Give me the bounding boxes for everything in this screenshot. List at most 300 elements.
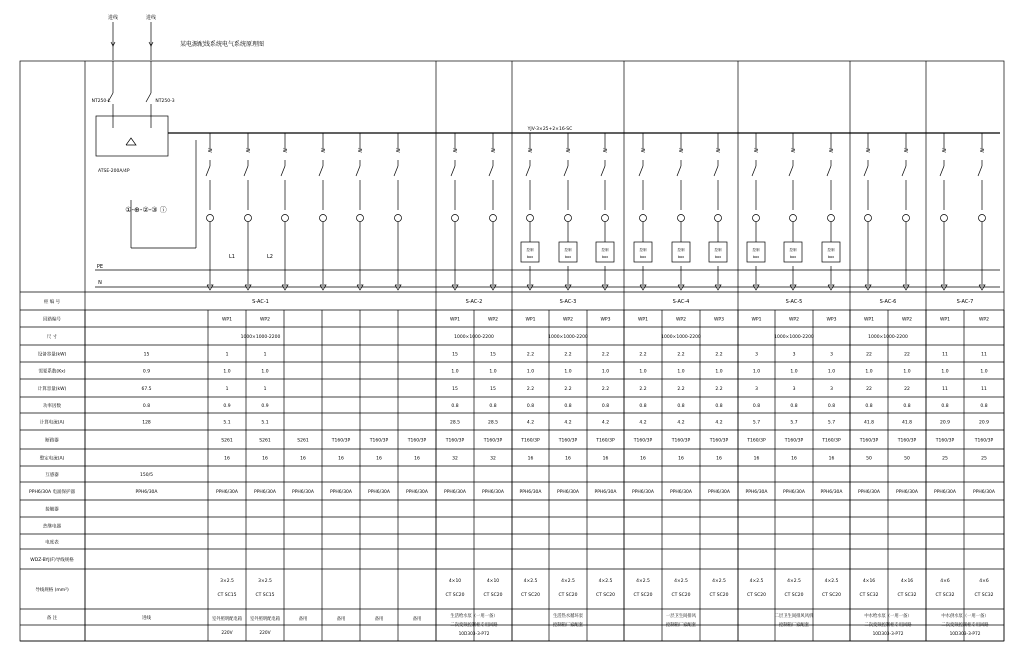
panel-note: 10D303-3-P72 — [872, 632, 904, 637]
circuit-power: 15 — [490, 352, 496, 358]
circuit-current: 41.8 — [901, 420, 913, 426]
circuit-cos: 0.8 — [677, 404, 685, 409]
circuit-breaker: T160/3P — [596, 438, 615, 444]
circuit-setting: 16 — [753, 456, 760, 462]
circuit-cable: 4×16 — [900, 579, 914, 584]
circuit-cable: 3×2.5 — [258, 579, 272, 584]
circuit-breaker: T160/3P — [407, 438, 427, 444]
circuit-rcd: PPH6/30A — [594, 490, 617, 495]
circuit-code: WP1 — [525, 317, 536, 323]
panel-name: S-AC-2 — [465, 299, 483, 305]
panel-name: S-AC-3 — [559, 299, 577, 305]
meter-label: ①-⊕-②-③ ⓘ — [125, 206, 167, 214]
circuit-cos: 0.8 — [601, 404, 610, 409]
ct-symbol — [753, 215, 760, 222]
circuit-cos: 0.8 — [980, 404, 988, 409]
circuit-setting: 50 — [866, 456, 872, 462]
switch-contact — [902, 166, 906, 176]
circuit-cos: 0.8 — [715, 404, 723, 409]
circuit-power: 3 — [755, 352, 758, 358]
circuit-cos: 0.9 — [223, 404, 231, 409]
circuit-current: 5.7 — [790, 420, 798, 426]
circuit-breaker: S261 — [259, 438, 271, 444]
circuit-conduit: CT SC32 — [974, 593, 994, 598]
circuit-rcd: PPH6/30A — [820, 490, 843, 495]
control-box-label: box — [564, 255, 572, 259]
control-box-label: 控制 — [714, 248, 722, 252]
circuit-code: WP3 — [713, 317, 725, 323]
row-label: 计算容量(kW) — [37, 387, 67, 392]
ct-symbol — [640, 215, 647, 222]
outgoing-arrow — [678, 285, 684, 290]
circuit-conduit: CT SC32 — [897, 593, 917, 598]
circuit-breaker: T160/3P — [369, 438, 389, 444]
circuit-rcd: PPH6/30A — [519, 490, 542, 495]
circuit-note: 备用 — [412, 617, 422, 622]
circuit-setting: 25 — [981, 456, 987, 462]
circuit-note: 备用 — [374, 617, 384, 622]
breaker-symbol: ≷ — [828, 147, 834, 154]
circuit-power: 2.2 — [601, 352, 610, 358]
circuit-kx: 1.0 — [903, 369, 911, 375]
panel-note: 控制箱厂家配套 — [665, 623, 697, 628]
breaker-symbol: ≷ — [527, 147, 533, 154]
panel-note: 中水给水泵（一用一备） — [864, 614, 912, 619]
control-box — [559, 242, 577, 262]
source-label: 进线 — [145, 15, 157, 21]
circuit-current: 4.2 — [715, 420, 723, 426]
breaker-symbol: ≷ — [678, 147, 684, 154]
ct-symbol — [357, 215, 364, 222]
circuit-current: 28.5 — [449, 420, 461, 426]
circuit-breaker: S261 — [297, 438, 309, 444]
circuit-note: 室外照明配电箱 — [211, 617, 243, 622]
row-label: 整定电流(A) — [39, 456, 65, 462]
circuit-note: 220V — [221, 631, 233, 636]
control-box-label: box — [601, 255, 609, 259]
circuit-breaker: T160/3P — [445, 438, 465, 444]
circuit-setting: 16 — [678, 456, 684, 462]
circuit-note: 220V — [259, 631, 271, 636]
panel-size: 1000×1000-2200 — [548, 335, 588, 340]
circuit-cable: 3×2.5 — [220, 579, 234, 584]
circuit-cable: 4×2.5 — [598, 579, 613, 584]
circuit-code: WP3 — [600, 317, 611, 323]
circuit-breaker: T160/3P — [859, 438, 879, 444]
outgoing-arrow — [452, 285, 458, 290]
breaker-symbol: ≷ — [395, 147, 401, 154]
circuit-kx: 1.0 — [451, 369, 459, 375]
circuit-conduit: CT SC20 — [595, 593, 616, 598]
switch-contact — [789, 166, 793, 176]
circuit-kx: 1.0 — [980, 369, 988, 375]
control-box-label: box — [639, 255, 647, 259]
switch-contact — [639, 166, 643, 176]
circuit-rcd: PPH6/30A — [896, 490, 918, 495]
outgoing-arrow — [640, 285, 646, 290]
ats-label: ATSE-200A/4P — [98, 169, 130, 174]
control-box-label: 控制 — [827, 248, 835, 252]
circuit-setting: 16 — [376, 456, 382, 462]
incoming-value: 150/5 — [140, 473, 153, 478]
panel-name: S-AC-4 — [672, 299, 690, 305]
breaker-symbol: ≷ — [565, 147, 571, 154]
circuit-current: 4.2 — [564, 420, 572, 426]
switch-contact — [489, 166, 493, 176]
source-label: 进线 — [107, 15, 119, 21]
panel-note: 二次变频控制柜专用回路 — [864, 623, 912, 628]
circuit-conduit: CT SC15 — [255, 593, 275, 598]
row-label: 备 注 — [46, 616, 58, 621]
circuit-conduit: CT SC20 — [821, 593, 842, 598]
ct-symbol — [565, 215, 572, 222]
panel-note: 10D303-3-P72 — [949, 632, 981, 637]
circuit-cos: 0.8 — [790, 404, 798, 409]
control-box-label: 控制 — [601, 248, 609, 252]
circuit-conduit: CT SC20 — [520, 593, 541, 598]
breaker-symbol: ≷ — [790, 147, 796, 154]
circuit-calc-power: 15 — [490, 387, 496, 392]
circuit-breaker: T160/3P — [521, 438, 540, 444]
circuit-calc-power: 3 — [792, 387, 796, 392]
circuit-breaker: S261 — [221, 438, 233, 444]
outgoing-arrow — [865, 285, 871, 290]
outgoing-arrow — [941, 285, 947, 290]
row-label: 电度表 — [45, 540, 59, 546]
circuit-kx: 1.0 — [639, 369, 647, 375]
circuit-calc-power: 2.2 — [564, 387, 572, 392]
row-label: 柜 编 号 — [43, 300, 61, 305]
row-label: 需要系数(Kx) — [38, 369, 66, 375]
circuit-setting: 50 — [904, 456, 910, 462]
panel-name: S-AC-7 — [956, 299, 974, 305]
circuit-current: 5.7 — [827, 420, 836, 426]
circuit-code: WP1 — [863, 317, 875, 323]
outgoing-arrow — [790, 285, 796, 290]
circuit-setting: 16 — [828, 456, 835, 462]
circuit-conduit: CT SC20 — [633, 593, 653, 598]
circuit-conduit: CT SC20 — [483, 593, 503, 598]
circuit-breaker: T160/3P — [974, 438, 994, 444]
switch-contact — [677, 166, 681, 176]
panel-note: 10D303-3-P72 — [458, 632, 490, 637]
row-label: 互感器 — [45, 473, 59, 478]
panel-size: 1000×1000-2200 — [774, 335, 814, 340]
circuit-cos: 0.8 — [639, 404, 647, 409]
circuit-cable: 4×2.5 — [561, 579, 575, 584]
ct-symbol — [678, 215, 685, 222]
circuit-cos: 0.8 — [489, 404, 497, 409]
cable-note: YJV-3×25+2×16-SC — [527, 127, 573, 132]
circuit-kx: 1.0 — [752, 369, 761, 375]
circuit-breaker: T160/3P — [784, 438, 804, 444]
ats-symbol — [126, 138, 136, 145]
ct-symbol — [715, 215, 722, 222]
control-box-label: box — [714, 255, 722, 259]
outgoing-arrow — [602, 285, 608, 290]
circuit-cable: 4×6 — [979, 579, 989, 584]
control-box-label: 控制 — [752, 248, 760, 252]
circuit-power: 11 — [981, 352, 987, 358]
panel-size: 1000×1000-2200 — [661, 335, 701, 340]
panel-note: 二次变频控制柜专用回路 — [941, 623, 989, 628]
row-label: PPH6/30A 电涌保护器 — [29, 490, 75, 495]
control-box-label: 控制 — [639, 248, 647, 252]
row-label: 尺 寸 — [46, 335, 58, 340]
breaker-symbol: ≷ — [490, 147, 496, 154]
circuit-cos: 0.8 — [752, 404, 761, 409]
outgoing-arrow — [207, 285, 213, 290]
circuit-current: 28.5 — [487, 420, 499, 426]
circuit-rcd: PPH6/30A — [330, 490, 352, 495]
breaker-symbol: ≷ — [357, 147, 363, 154]
circuit-breaker: T160/3P — [709, 438, 729, 444]
incoming-value: 15 — [143, 352, 150, 358]
circuit-cable: 4×2.5 — [636, 579, 650, 584]
circuit-rcd: PPH6/30A — [444, 490, 466, 495]
row-label: 导线规格 (mm²) — [35, 588, 69, 593]
ct-symbol — [790, 215, 797, 222]
circuit-rcd: PPH6/30A — [368, 490, 390, 495]
circuit-setting: 16 — [602, 456, 609, 462]
ct-symbol — [490, 215, 497, 222]
panel-note: 生活热水循环泵 — [552, 614, 584, 619]
control-box-label: 控制 — [677, 248, 685, 252]
switch-contact — [206, 166, 210, 176]
ats-box — [96, 116, 168, 156]
control-box-label: box — [526, 255, 534, 259]
switch-contact — [281, 166, 285, 176]
circuit-kx: 1.0 — [941, 369, 949, 375]
circuit-rcd: PPH6/30A — [216, 490, 238, 495]
breaker-symbol: ≷ — [753, 147, 759, 154]
circuit-conduit: CT SC20 — [784, 593, 804, 598]
switch-contact — [394, 166, 398, 176]
circuit-rcd: PPH6/30A — [745, 490, 768, 495]
circuit-rcd: PPH6/30A — [708, 490, 730, 495]
panel-note: 中水供水泵（一用一备） — [941, 614, 989, 619]
circuit-calc-power: 1 — [225, 387, 229, 392]
circuit-power: 2.2 — [677, 352, 685, 358]
incoming-value: PPH6/30A — [135, 490, 158, 495]
circuit-note: 室外照明配电箱 — [249, 617, 281, 622]
switch-contact — [864, 166, 868, 176]
outgoing-arrow — [715, 285, 721, 290]
breaker-symbol: ≷ — [602, 147, 608, 154]
circuit-rcd: PPH6/30A — [254, 490, 276, 495]
circuit-cable: 4×2.5 — [824, 579, 839, 584]
pe-label: PE — [96, 264, 104, 270]
outgoing-arrow — [357, 285, 363, 290]
ct-symbol — [828, 215, 835, 222]
circuit-conduit: CT SC20 — [445, 593, 465, 598]
circuit-current: 4.2 — [601, 420, 610, 426]
panel-name: S-AC-1 — [252, 299, 269, 305]
outgoing-arrow — [828, 285, 834, 290]
circuit-cos: 0.8 — [941, 404, 949, 409]
n-label: N — [98, 280, 102, 286]
circuit-calc-power: 3 — [830, 387, 833, 392]
circuit-setting: 32 — [452, 456, 458, 462]
circuit-cable: 4×2.5 — [749, 579, 764, 584]
circuit-calc-power: 3 — [755, 387, 758, 392]
breaker-symbol: ≷ — [452, 147, 458, 154]
circuit-power: 3 — [830, 352, 833, 358]
circuit-kx: 1.0 — [564, 369, 572, 375]
circuit-cable: 4×2.5 — [523, 579, 538, 584]
circuit-kx: 1.0 — [261, 369, 269, 375]
circuit-setting: 16 — [414, 456, 420, 462]
circuit-calc-power: 2.2 — [526, 387, 535, 392]
outgoing-arrow — [903, 285, 909, 290]
control-box-label: box — [827, 255, 835, 259]
circuit-calc-power: 2.2 — [677, 387, 685, 392]
ct-symbol — [395, 215, 402, 222]
panel-note: 二次变频控制柜专用回路 — [450, 623, 498, 628]
ct-symbol — [320, 215, 327, 222]
circuit-conduit: CT SC20 — [671, 593, 691, 598]
circuit-cable: 4×6 — [940, 579, 950, 584]
circuit-code: WP1 — [751, 317, 762, 323]
circuit-setting: 16 — [338, 456, 344, 462]
circuit-kx: 1.0 — [601, 369, 610, 375]
circuit-current: 20.9 — [978, 420, 990, 426]
panel-size: 1000×1000-2200 — [240, 335, 281, 340]
breaker-symbol: ≷ — [865, 147, 871, 154]
circuit-breaker: T160/3P — [935, 438, 955, 444]
circuit-note: 备用 — [298, 617, 308, 622]
circuit-setting: 16 — [716, 456, 722, 462]
circuit-code: WP1 — [221, 317, 233, 323]
outgoing-arrow — [753, 285, 759, 290]
breaker-symbol: ≷ — [979, 147, 985, 154]
circuit-current: 4.2 — [677, 420, 685, 426]
circuit-power: 2.2 — [564, 352, 572, 358]
circuit-kx: 1.0 — [865, 369, 873, 375]
circuit-cable: 4×2.5 — [787, 579, 801, 584]
panel-note: 生活给水泵（一用一备） — [450, 614, 498, 619]
ct-symbol — [865, 215, 872, 222]
switch-contact — [451, 166, 455, 176]
row-label: 接触器 — [45, 507, 59, 513]
row-label: 断路器 — [45, 438, 59, 444]
switch-contact — [564, 166, 568, 176]
circuit-setting: 25 — [942, 456, 948, 462]
outgoing-arrow — [245, 285, 251, 290]
breaker-symbol: ≷ — [903, 147, 909, 154]
control-box-label: 控制 — [564, 248, 572, 252]
control-box — [784, 242, 802, 262]
panel-size: 1000×1000-2200 — [454, 335, 494, 340]
circuit-setting: 16 — [224, 456, 230, 462]
circuit-breaker: T160/3P — [897, 438, 917, 444]
circuit-current: 4.2 — [639, 420, 647, 426]
control-box — [672, 242, 690, 262]
panel-name: S-AC-5 — [785, 299, 803, 305]
circuit-calc-power: 11 — [942, 387, 948, 392]
circuit-conduit: CT SC32 — [859, 593, 879, 598]
circuit-kx: 1.0 — [827, 369, 836, 375]
outgoing-arrow — [565, 285, 571, 290]
ct-symbol — [452, 215, 459, 222]
circuit-cable: 4×10 — [486, 579, 500, 584]
circuit-rcd: PPH6/30A — [973, 490, 995, 495]
circuit-rcd: PPH6/30A — [670, 490, 692, 495]
incoming-value: 128 — [142, 420, 151, 426]
circuit-setting: 16 — [565, 456, 571, 462]
circuit-setting: 16 — [262, 456, 268, 462]
outgoing-arrow — [320, 285, 326, 290]
circuit-breaker: T160/3P — [747, 438, 766, 444]
loop-label-l2: L2 — [267, 254, 273, 260]
circuit-setting: 16 — [300, 456, 306, 462]
control-box — [709, 242, 727, 262]
circuit-cos: 0.8 — [827, 404, 836, 409]
control-box — [747, 242, 765, 262]
circuit-cable: 4×2.5 — [674, 579, 688, 584]
control-box — [634, 242, 652, 262]
circuit-current: 20.9 — [939, 420, 951, 426]
circuit-calc-power: 11 — [981, 387, 987, 392]
circuit-rcd: PPH6/30A — [557, 490, 579, 495]
row-label: 设备容量(kW) — [37, 352, 67, 358]
circuit-cable: 4×10 — [448, 579, 462, 584]
circuit-breaker: T160/3P — [331, 438, 351, 444]
panel-note: 二层卫生间排风风机 — [774, 614, 814, 619]
row-label: 热继电器 — [43, 524, 61, 530]
circuit-cos: 0.8 — [451, 404, 459, 409]
circuit-kx: 1.0 — [526, 369, 535, 375]
panel-note: 控制箱厂家配套 — [778, 623, 810, 628]
outgoing-arrow — [282, 285, 288, 290]
switch-contact — [978, 166, 982, 176]
row-label: 计算电流(A) — [39, 420, 65, 426]
circuit-code: WP1 — [449, 317, 461, 323]
circuit-calc-power: 1 — [263, 387, 267, 392]
circuit-cos: 0.8 — [564, 404, 572, 409]
circuit-conduit: CT SC32 — [935, 593, 955, 598]
circuit-current: 5.7 — [752, 420, 761, 426]
circuit-current: 4.2 — [526, 420, 535, 426]
circuit-calc-power: 2.2 — [639, 387, 647, 392]
circuit-code: WP2 — [901, 317, 913, 323]
circuit-calc-power: 2.2 — [715, 387, 723, 392]
circuit-code: WP2 — [487, 317, 499, 323]
panel-size: 1000×1000-2200 — [868, 335, 908, 340]
circuit-cos: 0.8 — [903, 404, 911, 409]
panel-note: 一层卫生间排风 — [665, 614, 697, 619]
circuit-rcd: PPH6/30A — [783, 490, 805, 495]
circuit-breaker: T160/3P — [633, 438, 653, 444]
breaker-symbol: ≷ — [941, 147, 947, 154]
control-box — [822, 242, 840, 262]
circuit-code: WP2 — [788, 317, 800, 323]
ct-symbol — [602, 215, 609, 222]
ct-symbol — [282, 215, 289, 222]
incoming-value: 0.8 — [142, 404, 151, 409]
outgoing-arrow — [490, 285, 496, 290]
panel-name: S-AC-6 — [879, 299, 897, 305]
circuit-kx: 1.0 — [223, 369, 231, 375]
breaker-symbol: ≷ — [282, 147, 288, 154]
breaker-label: NT250-3 — [155, 99, 175, 104]
circuit-calc-power: 22 — [904, 387, 910, 392]
switch-contact — [356, 166, 360, 176]
circuit-calc-power: 22 — [866, 387, 872, 392]
circuit-breaker: T160/3P — [483, 438, 503, 444]
circuit-current: 41.8 — [863, 420, 875, 426]
circuit-power: 1 — [263, 352, 267, 358]
